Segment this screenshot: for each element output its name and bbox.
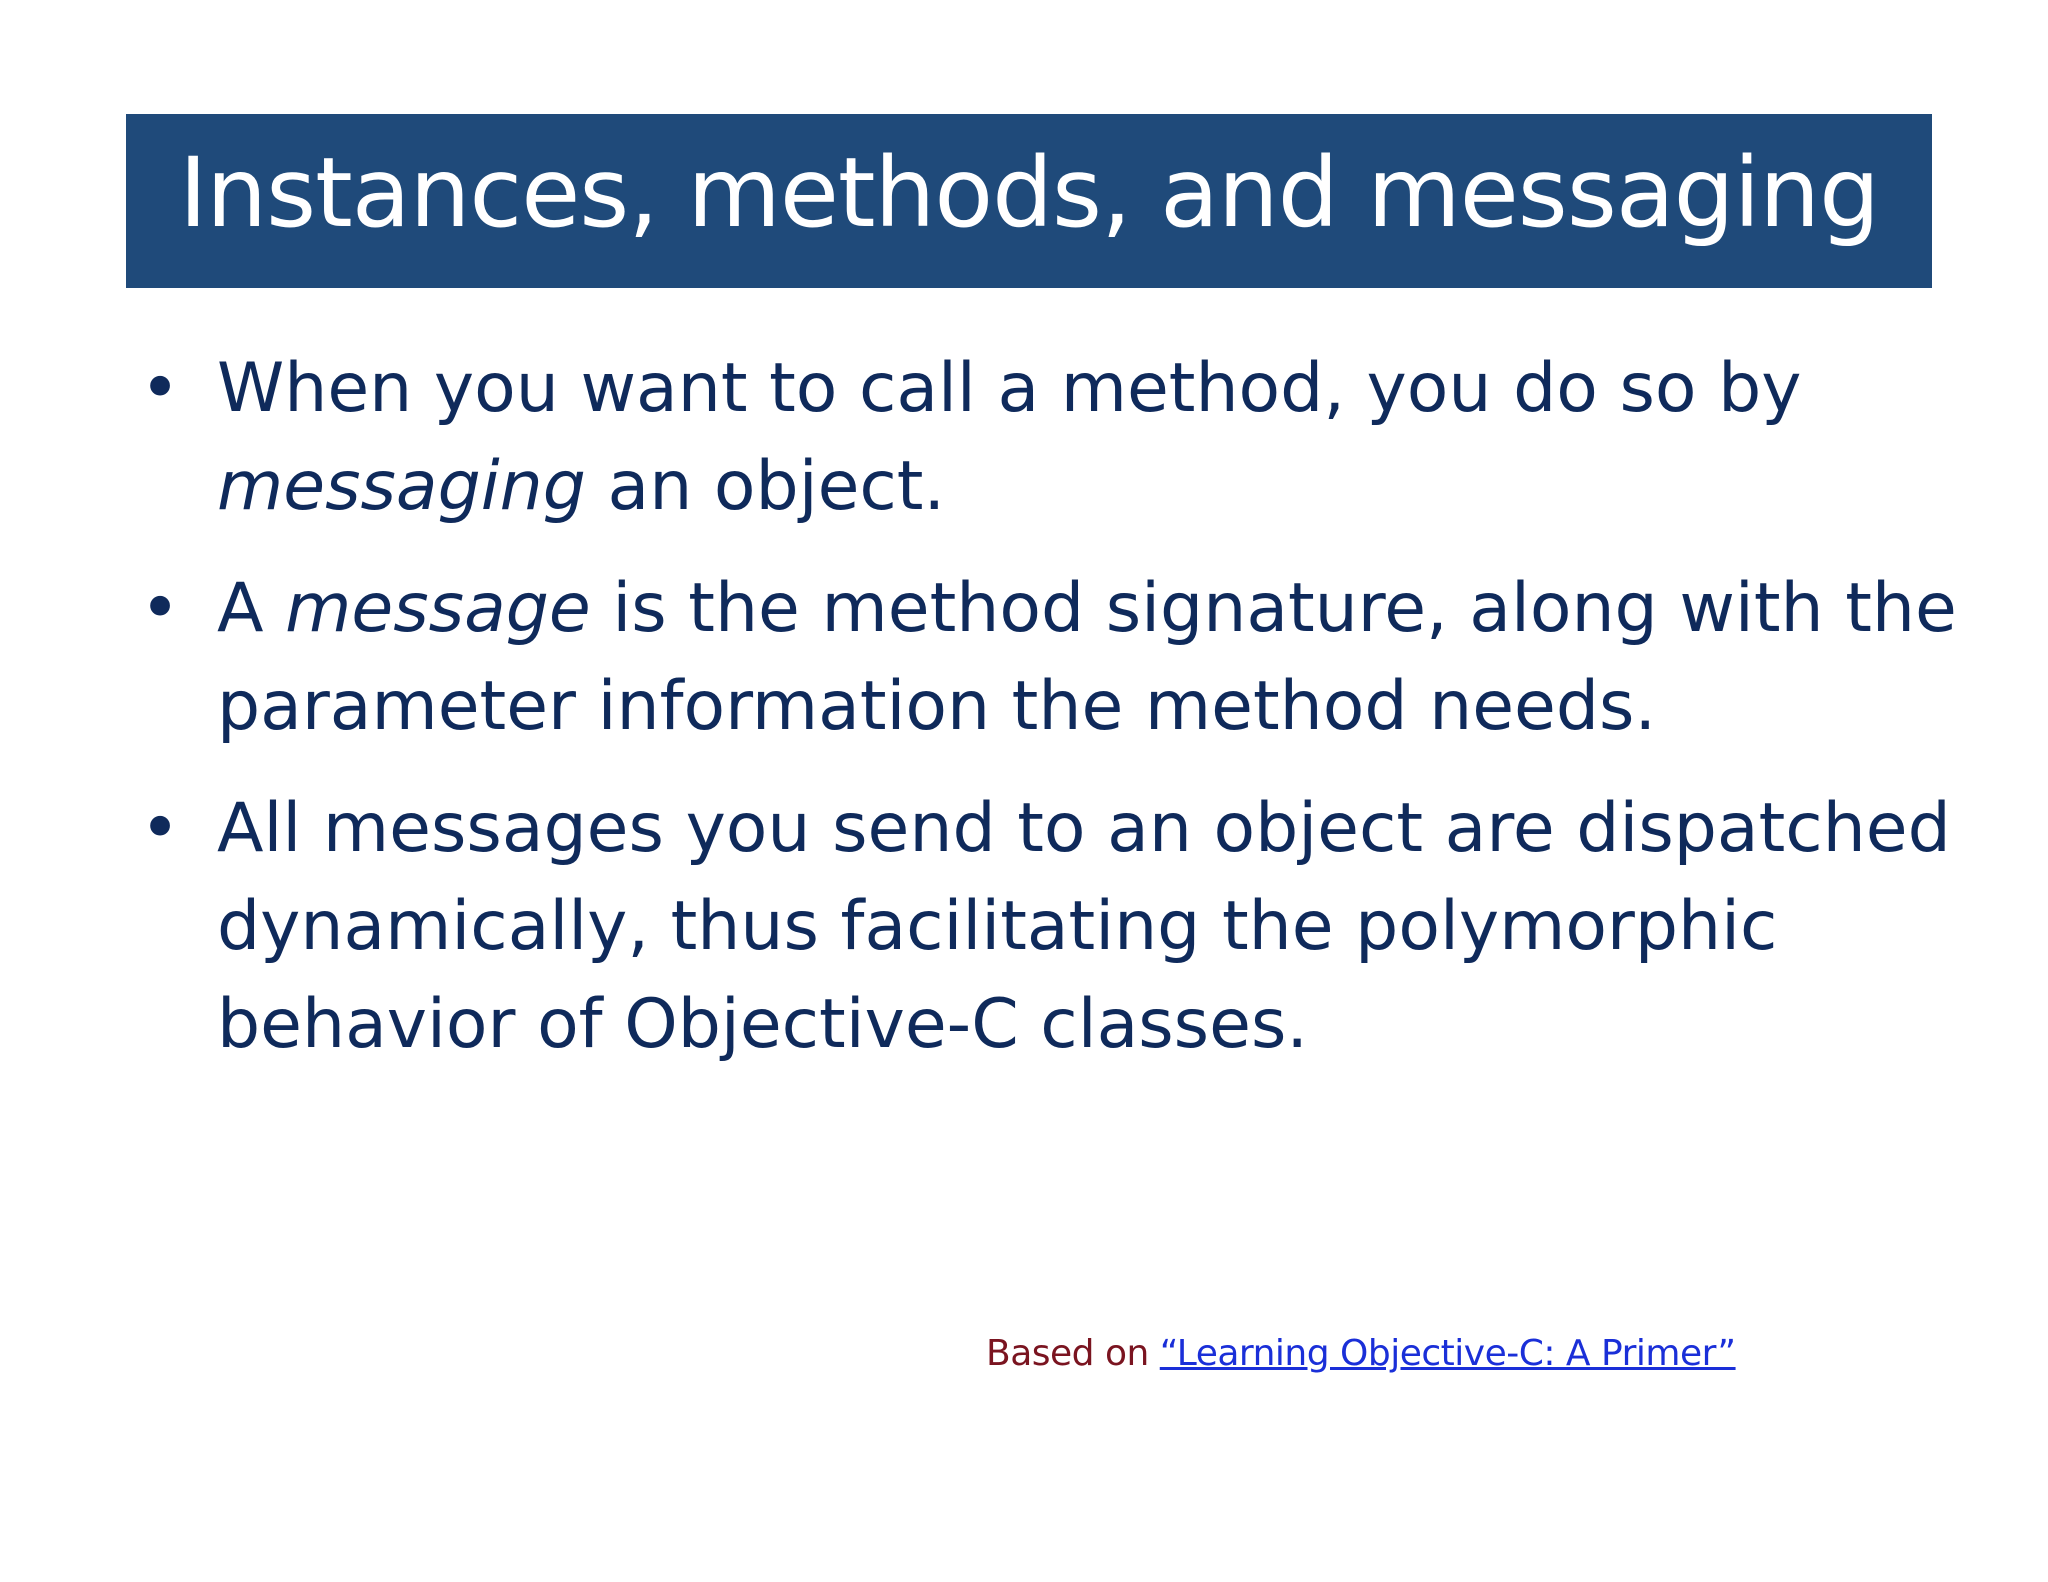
emphasis-message: message (285, 569, 591, 648)
bullet-2-line-1-rest: is the method signature, along with the (590, 569, 1957, 648)
emphasis-messaging: messaging (217, 447, 586, 526)
bullet-icon: • (140, 789, 181, 868)
bullet-2-line-1 (217, 560, 1957, 658)
bullet-2-line-1-pre: A (217, 569, 286, 648)
bullet-3-line-2: dynamically, thus facilitating the polymorphic (217, 887, 1778, 966)
bullet-icon: • (140, 569, 181, 648)
bullet-list (140, 340, 1957, 1098)
bullet-item-3 (140, 780, 1951, 1074)
footer-citation (986, 1332, 1736, 1376)
title-bar (126, 114, 1932, 288)
footer-prefix: Based on (986, 1333, 1160, 1374)
bullet-icon: • (140, 349, 181, 428)
bullet-1-line-1: When you want to call a method, you do so by (217, 349, 1802, 428)
bullet-2-line-2: parameter information the method needs. (217, 667, 1657, 746)
bullet-item-1 (140, 340, 1920, 536)
bullet-3-line-3: behavior of Objective-C classes. (217, 985, 1308, 1064)
slide-title: Instances, methods, and messaging (178, 137, 1880, 249)
bullet-3-line-1: All messages you send to an object are dispatched (217, 789, 1951, 868)
bullet-item-2 (140, 560, 1957, 756)
bullet-1-line-2-rest: an object. (585, 447, 946, 526)
primer-link[interactable]: “Learning Objective-C: A Primer” (1159, 1333, 1736, 1374)
bullet-1-line-2 (217, 438, 1920, 536)
